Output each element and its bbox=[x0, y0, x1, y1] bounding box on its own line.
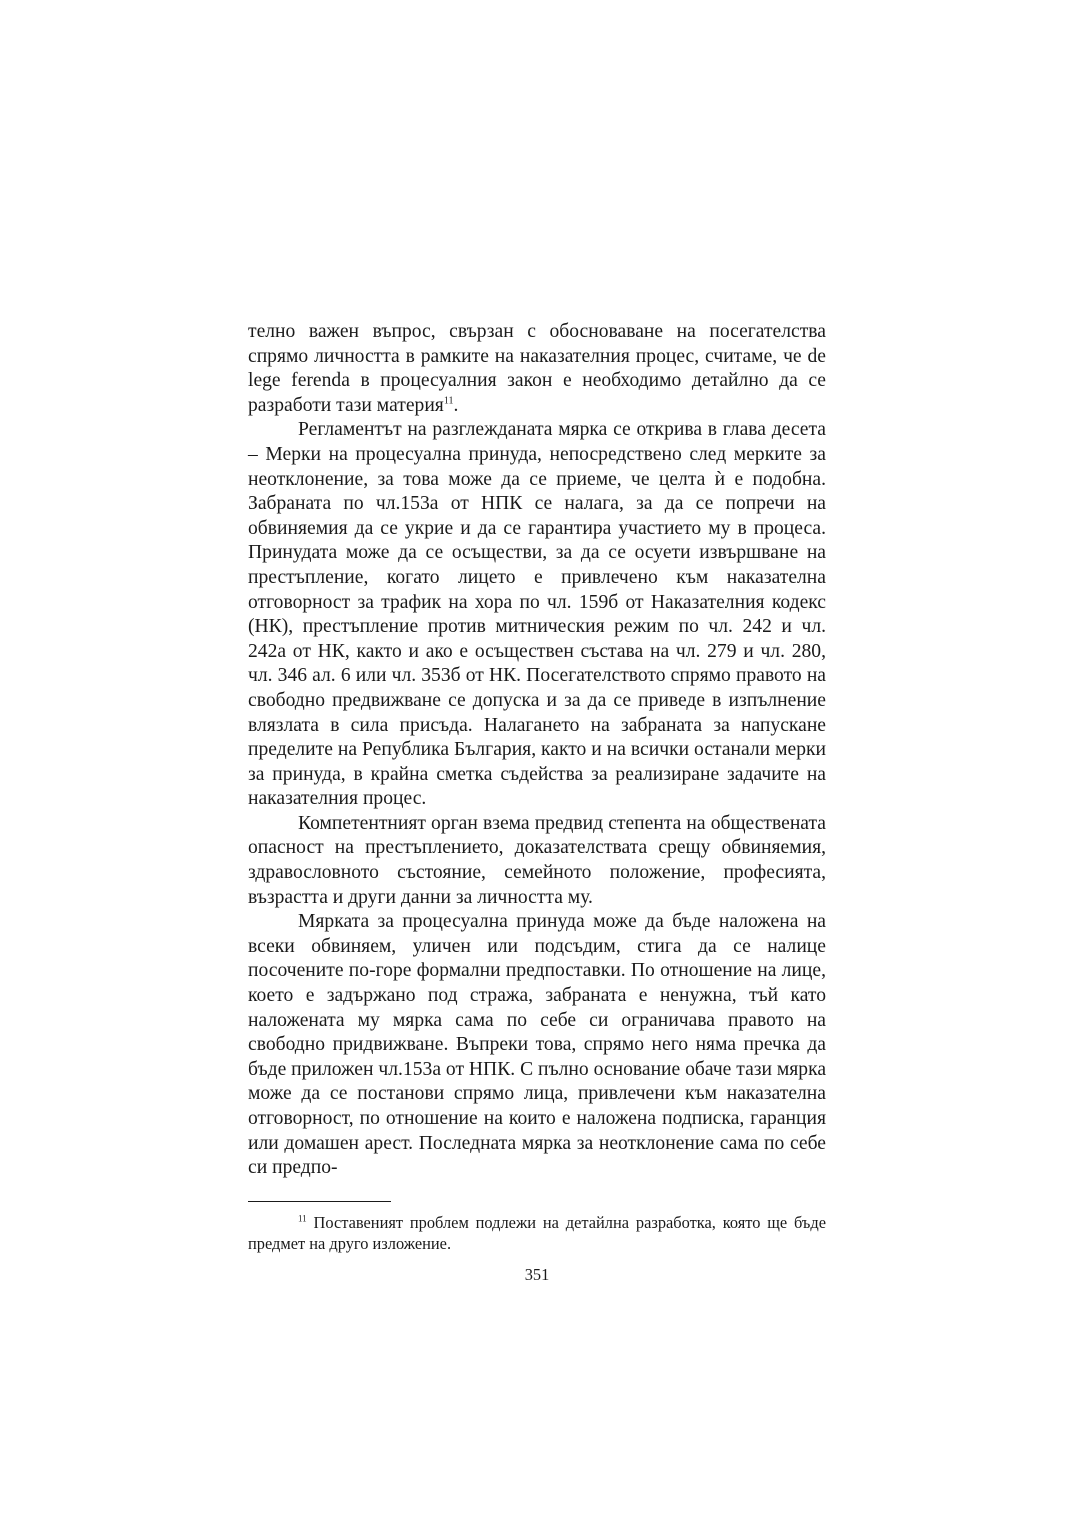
paragraph-2: Регламентът на разглежданата мярка се открива в глава десета – Мерки на процесуална принуда, непосредствено след мерките за неотклонение, за това може да се приеме, че целта ѝ е подобна. Забраната по чл.153а от НПК се налага, за да се попречи на обвиняемия да се укрие и да се гарантира участието му в процеса. Принудата може да се осъществи, за да се осуети извършване на престъпление, когато лицето е привлечено към наказателна отговорност за трафик на хора по чл. 159б от Наказателния кодекс (НК), престъпление против митническия режим по чл. 242 и чл. 242а от НК, както и ако е осъществен състава на чл. 279 и чл. 280, чл. 346 ал. 6 или чл. 353б от НК. Посегателството спрямо правото на свободно предвижване се допуска и за да се приведе в изпълнение влязлата в сила присъда. Налагането на забраната за напускане пределите на Република България, както и на всички останали мерки за принуда, в крайна сметка съдейства за реализиране задачите на наказателния процес. bbox=[248, 419, 826, 810]
footnote-number: 11 bbox=[298, 1213, 307, 1224]
paragraph-3: Компетентният орган взема предвид степента на обществената опасност на престъплението, доказателствата срещу обвиняемия, здравословното състояние, семейното положение, професията, възрастта и други данни за личността му. bbox=[248, 812, 826, 908]
paragraph-1 bbox=[248, 320, 826, 418]
footnote-text: Поставеният проблем подлежи на детайлна разработка, която ще бъде предмет на друго изложение. bbox=[248, 1212, 826, 1253]
paragraph-text: телно важен въпрос, свързан с обосноваване на посегателства спрямо личността в рамките на наказателния процес, считаме, че de lege ferenda в процесуалния закон е необходимо детайлно да се разработи тази материя bbox=[248, 321, 826, 416]
paragraph-tail: . bbox=[453, 394, 459, 416]
footnote-reference: 11 bbox=[443, 395, 454, 407]
page-number: 351 bbox=[524, 1264, 550, 1284]
document-page bbox=[248, 320, 826, 1285]
paragraph-4: Мярката за процесуална принуда може да бъде наложена на всеки обвиняем, уличен или подсъдим, стига да се налице посочените по-горе формални предпоставки. По отношение на лице, което е задържано под стража, забраната е ненужна, тъй като наложената му мярка сама по себе си ограничава правото на свободно придвижване. Въпреки това, спрямо него няма пречка да бъде приложен чл.153а от НПК. С пълно основание обаче тази мярка може да се постанови спрямо лица, привлечени към наказателна отговорност, по отношение на които е наложена подписка, гаранция или домашен арест. Последната мярка за неотклонение сама по себе си предпо- bbox=[248, 911, 827, 1179]
footnote-separator bbox=[248, 1201, 391, 1202]
footnote bbox=[248, 1212, 826, 1254]
body-text bbox=[248, 320, 826, 1181]
